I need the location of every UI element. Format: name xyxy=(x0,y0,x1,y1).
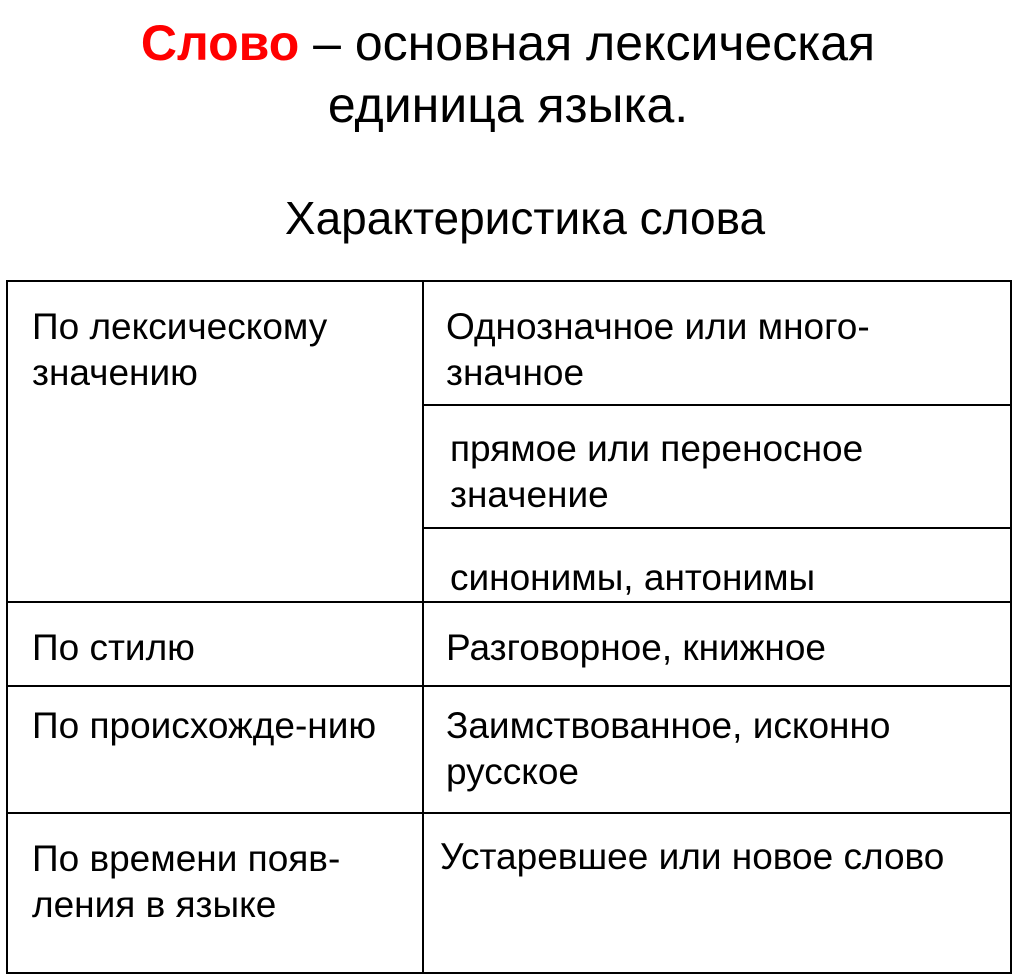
title-accent-word: Слово xyxy=(140,15,300,71)
page-title xyxy=(0,12,1016,136)
cell-lexical-value-3: синонимы, антонимы xyxy=(423,528,1011,602)
table-row xyxy=(7,281,1011,405)
table-row xyxy=(7,602,1011,686)
title-rest-line1: – основная лексическая xyxy=(299,15,876,71)
row-label-origin: По происхожде-нию xyxy=(7,686,423,813)
cell-time-value: Устаревшее или новое слово xyxy=(423,813,1011,973)
characteristics-table xyxy=(6,280,1012,974)
row-label-time: По времени появ-ления в языке xyxy=(7,813,423,973)
cell-origin-value: Заимствованное, исконно русское xyxy=(423,686,1011,813)
cell-lexical-value-2: прямое или переносное значение xyxy=(423,405,1011,528)
table-caption: Характеристика слова xyxy=(284,192,766,244)
table-row xyxy=(7,813,1011,973)
row-label-style: По стилю xyxy=(7,602,423,686)
cell-style-value: Разговорное, книжное xyxy=(423,602,1011,686)
title-line2: единица языка. xyxy=(327,77,689,133)
table-row xyxy=(7,686,1011,813)
cell-lexical-value-1: Однозначное или много-значное xyxy=(423,281,1011,405)
row-label-lexical-meaning: По лексическому значению xyxy=(7,281,423,602)
